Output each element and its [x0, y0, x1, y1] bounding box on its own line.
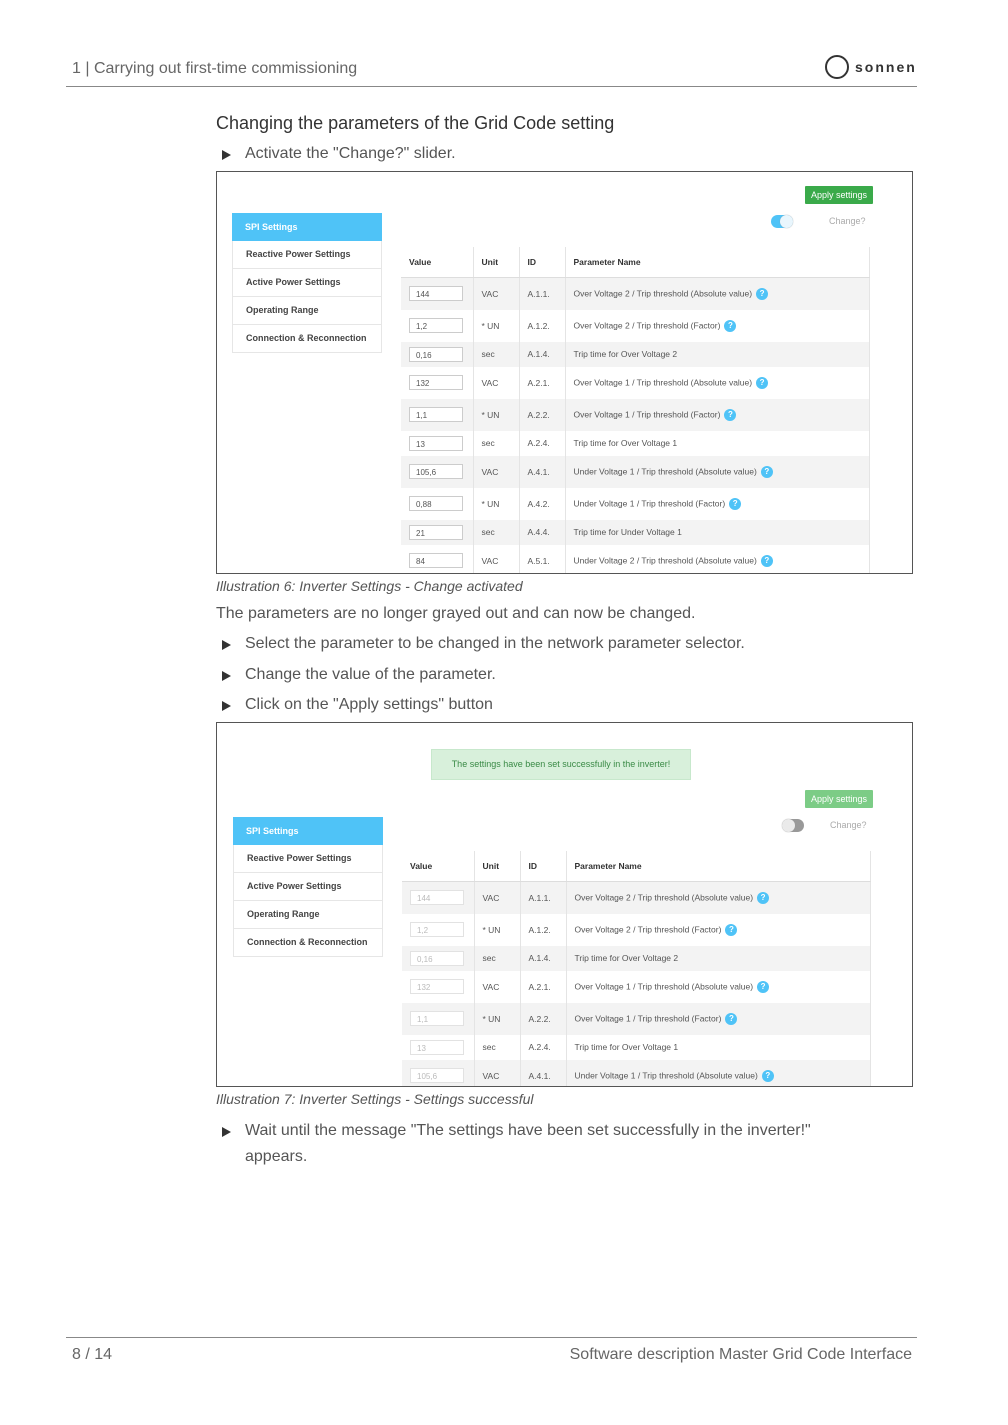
parameter-name: Over Voltage 1 / Trip threshold (Factor)	[573, 408, 721, 419]
parameter-name-cell	[565, 545, 869, 575]
parameter-name: Under Voltage 1 / Trip threshold (Factor)	[573, 497, 726, 508]
table-row[interactable]	[401, 367, 869, 399]
id-cell: A.5.1.	[519, 545, 565, 575]
change-toggle[interactable]	[782, 819, 804, 832]
value-input: 105,6	[410, 1068, 464, 1083]
value-input: 144	[410, 890, 464, 905]
header-divider	[66, 86, 917, 87]
value-cell	[401, 431, 473, 456]
id-cell: A.4.2.	[519, 488, 565, 520]
apply-settings-button[interactable]: Apply settings	[805, 186, 873, 204]
help-icon[interactable]: ?	[757, 892, 769, 904]
bullet-arrow-icon	[222, 701, 231, 711]
id-cell: A.2.4.	[520, 1035, 566, 1060]
table-row[interactable]	[402, 946, 870, 971]
parameter-name: Over Voltage 2 / Trip threshold (Absolute value)	[574, 892, 754, 902]
unit-cell: VAC	[474, 971, 520, 1003]
brand-logo	[825, 55, 917, 79]
value-input: 1,1	[410, 1011, 464, 1026]
parameter-name: Under Voltage 1 / Trip threshold (Absolute value)	[573, 465, 757, 476]
value-input: 13	[410, 1040, 464, 1055]
value-input[interactable]: 21	[409, 525, 463, 540]
sidebar-item-operating-range[interactable]: Operating Range	[232, 297, 382, 325]
column-header-id: ID	[519, 247, 565, 278]
parameter-name: Over Voltage 1 / Trip threshold (Absolute value)	[574, 980, 754, 991]
id-cell: A.4.1.	[520, 1060, 566, 1088]
value-input: 1,2	[410, 922, 464, 937]
logo-text: sonnen	[855, 59, 917, 75]
id-cell: A.2.2.	[520, 1003, 566, 1035]
parameter-name-cell	[566, 946, 870, 971]
unit-cell: VAC	[473, 545, 519, 575]
settings-sidebar	[233, 817, 383, 957]
id-cell: A.2.4.	[519, 431, 565, 456]
value-input[interactable]: 0,16	[409, 347, 463, 362]
id-cell: A.1.1.	[520, 882, 566, 914]
unit-cell: VAC	[473, 278, 519, 310]
value-cell	[401, 399, 473, 431]
value-cell	[401, 456, 473, 488]
sidebar-item-operating-range[interactable]: Operating Range	[233, 901, 383, 929]
value-input[interactable]: 1,1	[409, 407, 463, 422]
id-cell: A.2.2.	[519, 399, 565, 431]
document-title: Software description Master Grid Code Interface	[569, 1346, 912, 1363]
change-label: Change?	[830, 820, 867, 830]
parameter-name: Under Voltage 2 / Trip threshold (Absolute value)	[573, 554, 757, 565]
value-cell	[401, 342, 473, 367]
value-cell	[401, 545, 473, 575]
help-icon[interactable]: ?	[761, 555, 773, 567]
parameter-name-cell	[565, 342, 869, 367]
table-header-row	[402, 851, 870, 882]
parameter-name-cell	[565, 488, 869, 520]
step-3-text: Change the value of the parameter.	[245, 666, 496, 683]
parameter-name-cell	[565, 520, 869, 545]
logo-circle-icon	[825, 55, 849, 79]
value-cell	[402, 971, 474, 1003]
footer-divider	[66, 1337, 917, 1338]
help-icon[interactable]: ?	[724, 320, 736, 332]
parameter-name: Trip time for Over Voltage 1	[573, 438, 678, 448]
unit-cell: VAC	[474, 1060, 520, 1088]
step-4	[222, 696, 493, 714]
value-input[interactable]: 1,2	[409, 318, 463, 333]
help-icon[interactable]: ?	[762, 1070, 774, 1082]
unit-cell: sec	[473, 342, 519, 367]
value-input[interactable]: 0,88	[409, 496, 463, 511]
column-header-parameter-name: Parameter Name	[566, 851, 870, 882]
step-3	[222, 666, 496, 684]
step-5-text: Wait until the message "The settings have been set successfully in the inverter!" appears.	[245, 1122, 811, 1165]
bullet-arrow-icon	[222, 1127, 231, 1137]
unit-cell: sec	[473, 431, 519, 456]
page-number: 8 / 14	[72, 1346, 113, 1363]
step-5	[222, 1118, 862, 1170]
step-1-text: Activate the "Change?" slider.	[245, 145, 456, 162]
parameter-name-cell	[566, 1060, 870, 1088]
table-row[interactable]	[402, 914, 870, 946]
table-row[interactable]	[402, 1060, 870, 1088]
illustration-7-screenshot	[216, 722, 913, 1087]
value-input: 132	[410, 979, 464, 994]
settings-sidebar	[232, 213, 382, 353]
parameter-name: Under Voltage 1 / Trip threshold (Absolute value)	[574, 1069, 758, 1080]
sidebar-item-active-power[interactable]: Active Power Settings	[233, 873, 383, 901]
value-cell	[402, 946, 474, 971]
column-header-value: Value	[401, 247, 473, 278]
unit-cell: * UN	[474, 914, 520, 946]
table-row[interactable]	[401, 431, 869, 456]
help-icon[interactable]: ?	[725, 1013, 737, 1025]
table-row[interactable]	[401, 545, 869, 575]
value-cell	[402, 914, 474, 946]
unit-cell: VAC	[474, 882, 520, 914]
help-icon[interactable]: ?	[724, 409, 736, 421]
id-cell: A.1.4.	[519, 342, 565, 367]
help-icon[interactable]: ?	[729, 498, 741, 510]
parameter-name: Over Voltage 2 / Trip threshold (Factor)	[574, 923, 722, 934]
unit-cell: sec	[474, 1035, 520, 1060]
value-input: 0,16	[410, 951, 464, 966]
column-header-unit: Unit	[473, 247, 519, 278]
bullet-arrow-icon	[222, 150, 231, 160]
table-row[interactable]	[401, 399, 869, 431]
parameter-name-cell	[565, 367, 869, 399]
table-row[interactable]	[401, 488, 869, 520]
parameter-name-cell	[566, 882, 870, 914]
table-row[interactable]	[402, 1035, 870, 1060]
help-icon[interactable]: ?	[757, 981, 769, 993]
table-row[interactable]	[402, 882, 870, 914]
value-input[interactable]: 132	[409, 375, 463, 390]
parameter-name-cell	[565, 310, 869, 342]
help-icon[interactable]: ?	[756, 377, 768, 389]
id-cell: A.2.1.	[519, 367, 565, 399]
unit-cell: * UN	[473, 310, 519, 342]
help-icon[interactable]: ?	[756, 288, 768, 300]
column-header-id: ID	[520, 851, 566, 882]
value-cell	[401, 488, 473, 520]
id-cell: A.1.2.	[520, 914, 566, 946]
success-message: The settings have been set successfully in the inverter!	[431, 749, 691, 780]
step-2	[222, 635, 745, 653]
id-cell: A.1.1.	[519, 278, 565, 310]
unit-cell: VAC	[473, 456, 519, 488]
sidebar-item-spi-settings[interactable]: SPI Settings	[232, 213, 382, 241]
parameter-name: Trip time for Under Voltage 1	[573, 527, 682, 537]
parameter-table	[401, 247, 870, 574]
table-header-row	[401, 247, 869, 278]
value-cell	[401, 310, 473, 342]
parameter-name: Trip time for Over Voltage 2	[574, 953, 679, 963]
table-row[interactable]	[401, 342, 869, 367]
value-cell	[402, 1003, 474, 1035]
table-row[interactable]	[401, 456, 869, 488]
apply-settings-button[interactable]: Apply settings	[805, 790, 873, 808]
parameter-name-cell	[566, 1035, 870, 1060]
value-input[interactable]: 13	[409, 436, 463, 451]
parameter-table	[402, 851, 871, 1087]
parameter-name-cell	[565, 456, 869, 488]
unit-cell: * UN	[474, 1003, 520, 1035]
sidebar-item-reactive-power[interactable]: Reactive Power Settings	[233, 845, 383, 873]
id-cell: A.4.4.	[519, 520, 565, 545]
parameter-name: Over Voltage 2 / Trip threshold (Factor)	[573, 319, 721, 330]
unit-cell: sec	[473, 520, 519, 545]
id-cell: A.1.2.	[519, 310, 565, 342]
illustration-6-screenshot	[216, 171, 913, 574]
table-row[interactable]	[401, 310, 869, 342]
value-input[interactable]: 84	[409, 553, 463, 568]
column-header-value: Value	[402, 851, 474, 882]
table-row[interactable]	[402, 971, 870, 1003]
value-cell	[402, 1035, 474, 1060]
change-label: Change?	[829, 216, 866, 226]
sidebar-item-connection-reconnection[interactable]: Connection & Reconnection	[232, 325, 382, 353]
help-icon[interactable]: ?	[725, 924, 737, 936]
unit-cell: sec	[474, 946, 520, 971]
value-cell	[401, 367, 473, 399]
parameter-name: Over Voltage 1 / Trip threshold (Factor)	[574, 1012, 722, 1023]
parameter-name-cell	[566, 971, 870, 1003]
table-row[interactable]	[401, 278, 869, 310]
illustration-7-caption: Illustration 7: Inverter Settings - Settings successful	[216, 1091, 534, 1107]
parameter-name-cell	[565, 431, 869, 456]
parameter-name: Over Voltage 1 / Trip threshold (Absolute value)	[573, 376, 753, 387]
column-header-unit: Unit	[474, 851, 520, 882]
id-cell: A.4.1.	[519, 456, 565, 488]
change-toggle[interactable]	[771, 215, 793, 228]
section-title: Changing the parameters of the Grid Code setting	[216, 113, 615, 133]
table-row[interactable]	[401, 520, 869, 545]
paragraph-no-longer-grayed: The parameters are no longer grayed out and can now be changed.	[216, 605, 696, 622]
help-icon[interactable]: ?	[761, 466, 773, 478]
parameter-name-cell	[566, 1003, 870, 1035]
bullet-arrow-icon	[222, 640, 231, 650]
page-header-title: 1 | Carrying out first-time commissioning	[72, 60, 358, 77]
unit-cell: * UN	[473, 399, 519, 431]
value-cell	[401, 278, 473, 310]
value-cell	[402, 882, 474, 914]
parameter-name: Trip time for Over Voltage 1	[574, 1042, 679, 1052]
sidebar-item-active-power[interactable]: Active Power Settings	[232, 269, 382, 297]
parameter-name: Over Voltage 2 / Trip threshold (Absolute value)	[573, 288, 753, 298]
value-input[interactable]: 144	[409, 286, 463, 301]
step-1	[222, 145, 456, 163]
sidebar-item-connection-reconnection[interactable]: Connection & Reconnection	[233, 929, 383, 957]
parameter-name-cell	[565, 278, 869, 310]
id-cell: A.1.4.	[520, 946, 566, 971]
bullet-arrow-icon	[222, 671, 231, 681]
sidebar-item-reactive-power[interactable]: Reactive Power Settings	[232, 241, 382, 269]
table-row[interactable]	[402, 1003, 870, 1035]
value-cell	[401, 520, 473, 545]
sidebar-item-spi-settings[interactable]: SPI Settings	[233, 817, 383, 845]
column-header-parameter-name: Parameter Name	[565, 247, 869, 278]
illustration-6-caption: Illustration 6: Inverter Settings - Change activated	[216, 578, 523, 594]
parameter-name-cell	[566, 914, 870, 946]
value-input[interactable]: 105,6	[409, 464, 463, 479]
parameter-name-cell	[565, 399, 869, 431]
parameter-name: Trip time for Over Voltage 2	[573, 349, 678, 359]
unit-cell: VAC	[473, 367, 519, 399]
value-cell	[402, 1060, 474, 1088]
step-2-text: Select the parameter to be changed in the network parameter selector.	[245, 635, 745, 652]
id-cell: A.2.1.	[520, 971, 566, 1003]
unit-cell: * UN	[473, 488, 519, 520]
step-4-text: Click on the "Apply settings" button	[245, 696, 493, 713]
